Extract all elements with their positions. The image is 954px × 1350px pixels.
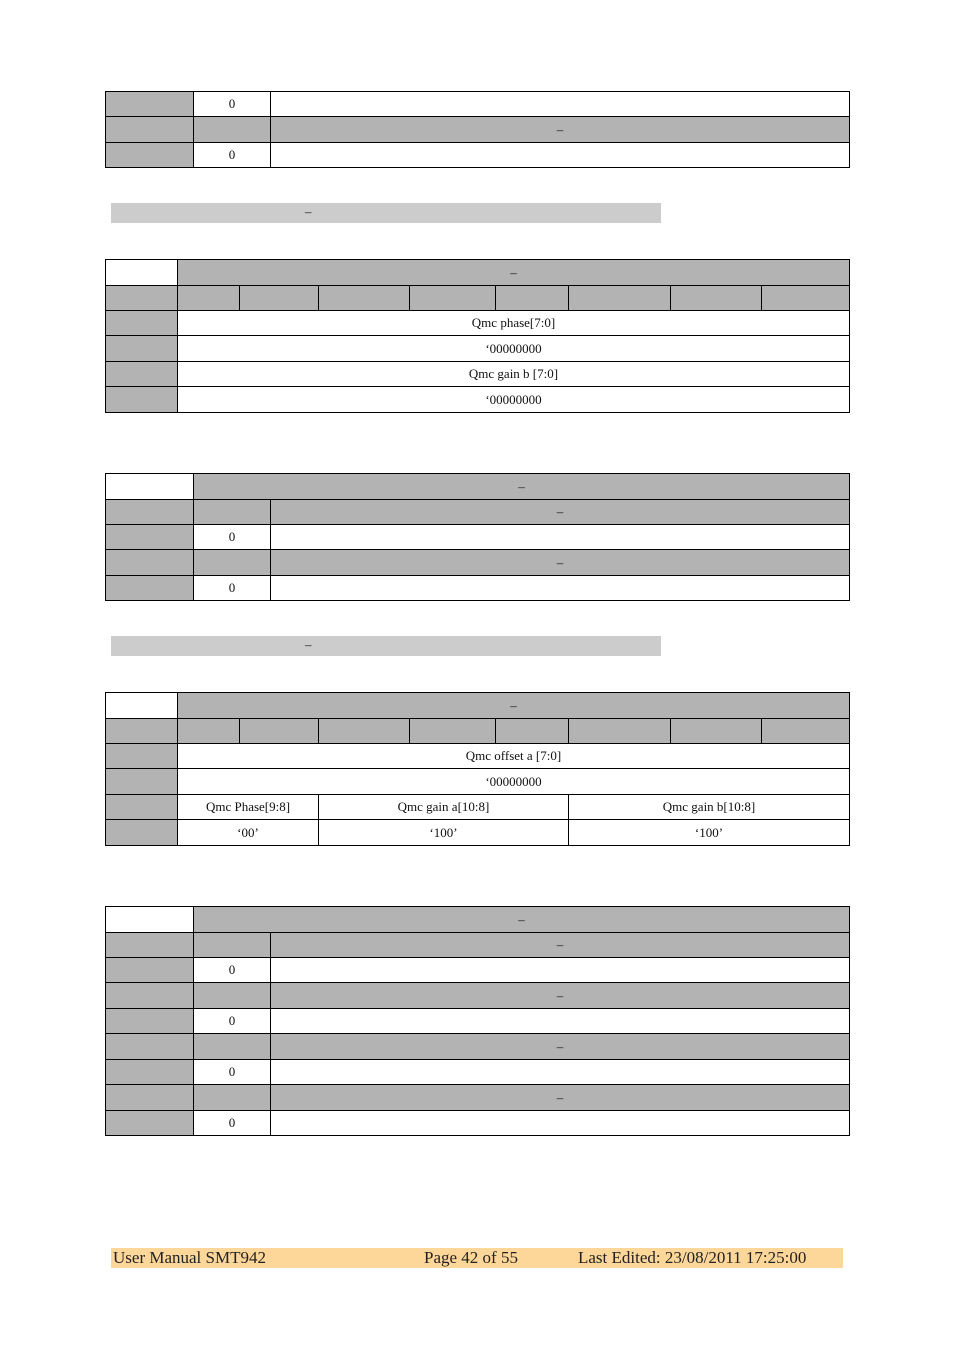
register-description-table-2 (105, 473, 850, 601)
label-cell (106, 719, 178, 744)
table-row (106, 983, 850, 1009)
value-cell (194, 1085, 271, 1111)
label-cell (106, 1009, 194, 1034)
value-cell: 0 (194, 1060, 271, 1085)
default-cell: ‘00000000 (178, 769, 850, 795)
desc-cell (271, 958, 850, 983)
bit-header-row (106, 286, 850, 311)
label-cell (106, 525, 194, 550)
bit-header-row (106, 719, 850, 744)
table-row (106, 92, 850, 117)
register-header: – (194, 474, 850, 500)
bit-cell (319, 719, 410, 744)
footer-title: User Manual SMT942 (113, 1248, 266, 1267)
section-heading-text: – (305, 637, 312, 652)
default-cell: ‘00000000 (178, 387, 850, 413)
field-cell: Qmc gain b [7:0] (178, 362, 850, 387)
bit-cell (319, 286, 410, 311)
register-description-table-3 (105, 906, 850, 1136)
table-row (106, 1060, 850, 1085)
table-row (106, 525, 850, 550)
label-cell (106, 92, 194, 117)
label-cell (106, 286, 178, 311)
table-header-row (106, 260, 850, 286)
section-heading (111, 203, 661, 223)
register-description-table-1 (105, 91, 850, 168)
value-cell (194, 500, 271, 525)
bit-cell (762, 719, 850, 744)
register-header: – (178, 693, 850, 719)
desc-cell (271, 525, 850, 550)
bit-cell (410, 286, 496, 311)
desc-cell: – (271, 550, 850, 576)
table-row (106, 795, 850, 820)
desc-cell (271, 92, 850, 117)
table-row (106, 958, 850, 983)
label-cell (106, 933, 194, 958)
field-cell: Qmc gain a[10:8] (319, 795, 569, 820)
value-cell (194, 1034, 271, 1060)
footer-page-number: Page 42 of 55 (424, 1248, 518, 1267)
corner-cell (106, 474, 194, 500)
table-row (106, 387, 850, 413)
desc-cell (271, 1009, 850, 1034)
value-cell: 0 (194, 576, 271, 601)
bit-cell (240, 719, 319, 744)
table-row (106, 143, 850, 168)
register-header: – (194, 907, 850, 933)
page-footer (111, 1248, 843, 1268)
table-row (106, 500, 850, 525)
bit-cell (762, 286, 850, 311)
label-cell (106, 1034, 194, 1060)
footer-last-edited: Last Edited: 23/08/2011 17:25:00 (578, 1248, 807, 1267)
table-row (106, 1009, 850, 1034)
table-row (106, 1111, 850, 1136)
label-cell (106, 744, 178, 769)
value-cell: 0 (194, 525, 271, 550)
label-cell (106, 143, 194, 168)
label-cell (106, 795, 178, 820)
label-cell (106, 550, 194, 576)
field-cell: Qmc Phase[9:8] (178, 795, 319, 820)
label-cell (106, 820, 178, 846)
field-cell: Qmc gain b[10:8] (569, 795, 850, 820)
table-row (106, 1085, 850, 1111)
label-cell (106, 958, 194, 983)
value-cell (194, 550, 271, 576)
bit-cell (178, 286, 240, 311)
default-cell: ‘100’ (569, 820, 850, 846)
table-row (106, 550, 850, 576)
value-cell (194, 117, 271, 143)
register-header: – (178, 260, 850, 286)
corner-cell (106, 693, 178, 719)
table-row (106, 820, 850, 846)
default-cell: ‘00’ (178, 820, 319, 846)
value-cell: 0 (194, 958, 271, 983)
value-cell: 0 (194, 1009, 271, 1034)
bit-cell (240, 286, 319, 311)
table-row (106, 336, 850, 362)
corner-cell (106, 907, 194, 933)
field-cell: Qmc offset a [7:0] (178, 744, 850, 769)
section-heading-text: – (305, 204, 312, 219)
bit-cell (496, 286, 569, 311)
table-header-row (106, 907, 850, 933)
default-cell: ‘00000000 (178, 336, 850, 362)
corner-cell (106, 260, 178, 286)
desc-cell (271, 1111, 850, 1136)
bit-cell (671, 286, 762, 311)
label-cell (106, 983, 194, 1009)
table-row (106, 117, 850, 143)
table-row (106, 1034, 850, 1060)
desc-cell: – (271, 500, 850, 525)
bit-cell (496, 719, 569, 744)
label-cell (106, 311, 178, 336)
table-header-row (106, 474, 850, 500)
label-cell (106, 576, 194, 601)
label-cell (106, 1060, 194, 1085)
table-row (106, 576, 850, 601)
label-cell (106, 1111, 194, 1136)
table-row (106, 769, 850, 795)
desc-cell: – (271, 933, 850, 958)
label-cell (106, 500, 194, 525)
register-map-table-2 (105, 692, 850, 846)
label-cell (106, 362, 178, 387)
value-cell: 0 (194, 92, 271, 117)
label-cell (106, 117, 194, 143)
desc-cell (271, 143, 850, 168)
desc-cell (271, 576, 850, 601)
field-cell: Qmc phase[7:0] (178, 311, 850, 336)
bit-cell (671, 719, 762, 744)
label-cell (106, 387, 178, 413)
value-cell: 0 (194, 1111, 271, 1136)
label-cell (106, 769, 178, 795)
section-heading (111, 636, 661, 656)
label-cell (106, 336, 178, 362)
table-header-row (106, 693, 850, 719)
value-cell (194, 933, 271, 958)
value-cell (194, 983, 271, 1009)
table-row (106, 311, 850, 336)
desc-cell: – (271, 1085, 850, 1111)
bit-cell (410, 719, 496, 744)
desc-cell (271, 1060, 850, 1085)
value-cell: 0 (194, 143, 271, 168)
label-cell (106, 1085, 194, 1111)
table-row (106, 362, 850, 387)
desc-cell: – (271, 983, 850, 1009)
desc-cell: – (271, 1034, 850, 1060)
bit-cell (569, 719, 671, 744)
register-map-table-1 (105, 259, 850, 413)
table-row (106, 933, 850, 958)
bit-cell (569, 286, 671, 311)
table-row (106, 744, 850, 769)
bit-cell (178, 719, 240, 744)
default-cell: ‘100’ (319, 820, 569, 846)
desc-cell: – (271, 117, 850, 143)
